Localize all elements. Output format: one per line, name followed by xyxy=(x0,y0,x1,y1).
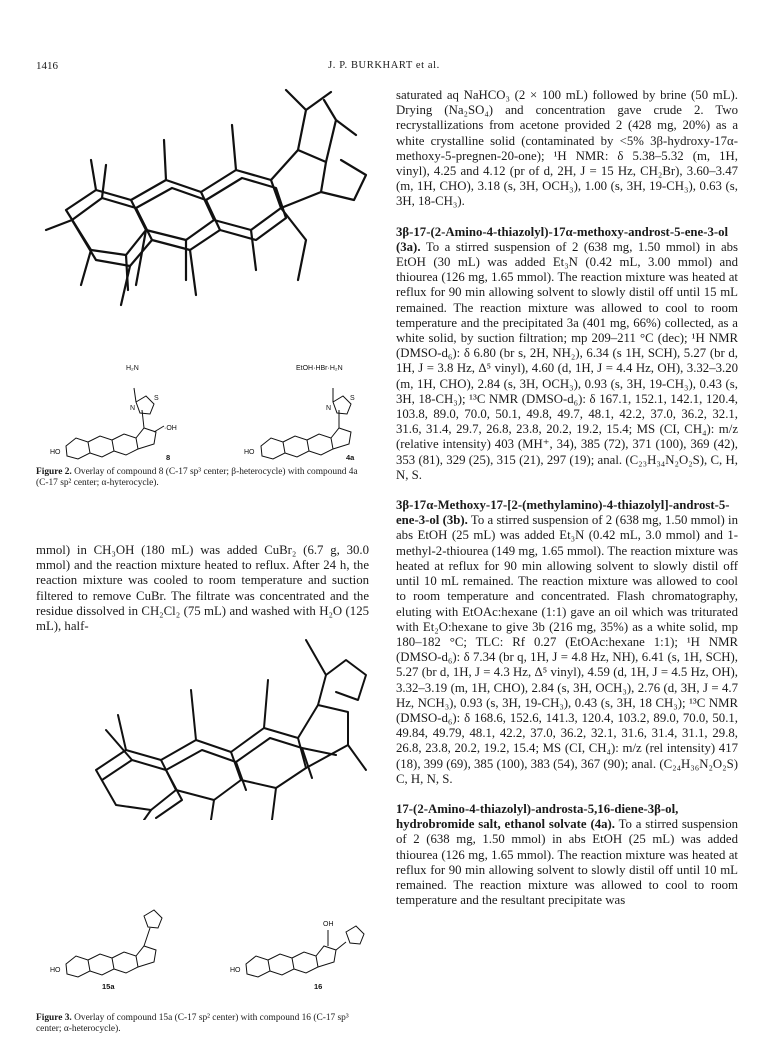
figure3-structures xyxy=(46,892,366,992)
right-column xyxy=(396,88,738,923)
label-n-4a: N xyxy=(326,405,332,412)
figure2-structures xyxy=(46,358,366,463)
section-3b xyxy=(396,498,738,787)
running-head: J. P. BURKHART et al. xyxy=(328,60,440,71)
label-compound-8: 8 xyxy=(166,453,171,462)
figure2-caption-label: Figure 2. xyxy=(36,467,72,477)
section-3a-heading: 3β-17-(2-Amino-4-thiazolyl)-17α-methoxy-androst-5-ene-3-ol (3a). xyxy=(396,224,729,254)
label-n-8: N xyxy=(130,405,136,412)
label-s-4a: S xyxy=(350,395,355,402)
overlay-figure-bottom xyxy=(36,620,376,820)
label-compound-15a: 15a xyxy=(102,982,115,991)
section-4a-heading: 17-(2-Amino-4-thiazolyl)-androsta-5,16-diene-3β-ol, hydrobromide salt, ethanol solvate (4a). xyxy=(396,801,679,832)
section-3b-body: To a stirred suspension of 2 (638 mg, 1.50 mmol) in abs EtOH (25 mL) was added Et₃N (0.42 mL, 3.0 mmol) and 1-methyl-2-thiourea (149 mg, 1.65 mmol). The reaction mixture was heated at reflux for 90 min allowing solvent to slowly distil off until 10 mL remained. The reaction mixture was allowed to cool to room temperature and concentrated. Flash chromatography, eluting with EtOAc:hexane (1:1) gave an oil which was triturated with Et₂O:hexane to give 3b (216 mg, 35%) as a white solid, mp 180–182 °C; TLC: Rf 0.27 (EtOAc:hexane 1:1); ¹H NMR (DMSO-d₆): δ 7.34 (br q, 1H, J = 4.8 Hz, NH), 6.41 (s, 1H, SCH), 5.27 (br d, 1H, J = 4.3 Hz, Δ⁵ vinyl), 4.59 (d, 1H, J = 4.5 Hz, OH), 3.32–3.19 (m, 1H, CHO), 2.84 (s, 3H, OCH₃), 2.76 (d, 3H, J = 4.7 Hz, NCH₃), 0.93 (s, 3H, 19-CH₃), 0.43 (s, 3H, 18 CH₃); ¹³C NMR (DMSO-d₆): δ 168.6, 152.6, 141.3, 120.4, 103.2, 89.0, 70.0, 50.1, 49.84, 49.79, 48.1, 42.2, 37.0, 36.2, 32.1, 31.6, 31.4, 31.1, 29.8, 26.8, 23.8, 20.2, 19.2, 15.4; MS (CI, CH₄): m/z (rel intensity) 417 (18), 399 (69), 385 (100), 383 (54), 367 (90); anal. (C₂₄H₃₆N₂O₂S) C, H, N, S. xyxy=(396,513,738,786)
section-3a-body: To a stirred suspension of 2 (638 mg, 1.50 mmol) in abs EtOH (30 mL) was added Et₃N (0.42 mL, 3.00 mmol) and thiourea (126 mg, 1.65 mmol). The reaction mixture was heated at reflux for 90 min allowing solvent to slowly distil off until 15 mL remained. The reaction mixture was allowed to cool to room temperature and the precipitated 3a (401 mg, 66%) collected, as a white solid, by suction filtration; mp 209–211 °C (dec); ¹H NMR (DMSO-d₆): δ 6.80 (br s, 2H, NH₂), 6.34 (s 1H, SCH), 5.27 (br d, 1H, J = 3.8 Hz, Δ⁵ vinyl), 4.60 (d, 1H, J = 4.4 Hz, OH), 3.32–3.20 (m, 1H, CHO), 2.84 (s, 3H, OCH₃), 0.93 (s, 3H, 19-CH₃), 0.43 (s, 3H, 18-CH₃); ¹³C NMR (DMSO-d₆): δ 167.1, 152.1, 142.1, 120.4, 103.8, 89.0, 70.0, 50.1, 49.8, 49.7, 48.1, 42.2, 37.0, 36.2, 32.1, 31.6, 31.4, 29.7, 26.8, 23.8, 20.2, 19.2, 15.4; MS (CI, CH₄): m/z (relative intensity) 403 (MH⁺, 34), 385 (72), 371 (100), 369 (42), 353 (81), 329 (25), 315 (21), 297 (19); anal. (C₂₃H₃₄N₂O₂S), C, H, N, S. xyxy=(396,239,739,482)
section-3b-heading: 3β-17α-Methoxy-17-[2-(methylamino)-4-thiazolyl]-androst-5-ene-3-ol (3b). xyxy=(396,498,730,528)
label-ho-4a: HO xyxy=(244,449,255,456)
left-column-text: mmol) in CH₃OH (180 mL) was added CuBr₂ (6.7 g, 30.0 mmol) and the reaction mixture heated to reflux. After 24 h, the reaction mixture was cooled to room temperature and suction filtered to remove CuBr. The filtrate was concentrated and the residue dissolved in CH₂Cl₂ (75 mL) and washed with H₂O (125 mL), half- xyxy=(36,543,369,634)
figure3-caption-label: Figure 3. xyxy=(36,1013,72,1023)
label-h2n-8: H₂N xyxy=(126,365,139,372)
section-4a-body: To a stirred suspension of 2 (638 mg, 1.50 mmol) in abs EtOH (25 mL) was added thiourea (126 mg, 1.65 mmol). The reaction mixture was heated at reflux for 90 min allowing solvent to slowly distil off until 10 mL remained. The reaction mixture was allowed to cool to room temperature and the resultant precipitate was xyxy=(396,817,738,908)
section-4a xyxy=(396,802,738,908)
label-oh-8: ·OH xyxy=(164,425,177,432)
figure3-caption xyxy=(36,1013,369,1035)
label-ho-8: HO xyxy=(50,449,61,456)
paragraph-continuation: saturated aq NaHCO₃ (2 × 100 mL) followed by brine (50 mL). Drying (Na₂SO₄) and concentration gave crude 2. Two recrystallizations from acetone provided 2 (428 mg, 20%) as a white crystalline solid (contaminated by <5% 3β-hydroxy-17α-methoxy-5-pregnen-20-one); ¹H NMR: δ 5.38–5.32 (m, 1H, vinyl), 4.25 and 4.12 (pr of d, 2H, J = 15 Hz, CH₂Br), 3.60–3.47 (m, 1H, CHO), 3.18 (s, 3H, OCH₃), 1.00 (s, 3H, 19-CH₃), 0.63 (s, 3H, 18-CH₃). xyxy=(396,88,738,209)
label-ho-16: HO xyxy=(230,967,241,974)
page-number: 1416 xyxy=(36,60,58,72)
section-3a xyxy=(396,225,738,483)
label-ho-15a: HO xyxy=(50,967,61,974)
figure2-caption xyxy=(36,467,369,489)
label-compound-16: 16 xyxy=(314,982,323,991)
label-oh-16: OH xyxy=(323,921,334,928)
overlay-figure-top xyxy=(36,80,376,330)
figure3-caption-text: Overlay of compound 15a (C-17 sp² center) with compound 16 (C-17 sp³ center; α-heterocycle). xyxy=(36,1013,349,1034)
figure2-caption-text: Overlay of compound 8 (C-17 sp³ center; β-heterocycle) with compound 4a (C-17 sp² center; α-hyterocycle). xyxy=(36,467,358,488)
label-compound-4a: 4a xyxy=(346,453,355,462)
label-salt-4a: EtOH·HBr·H₂N xyxy=(296,365,343,372)
label-s-8: S xyxy=(154,395,159,402)
